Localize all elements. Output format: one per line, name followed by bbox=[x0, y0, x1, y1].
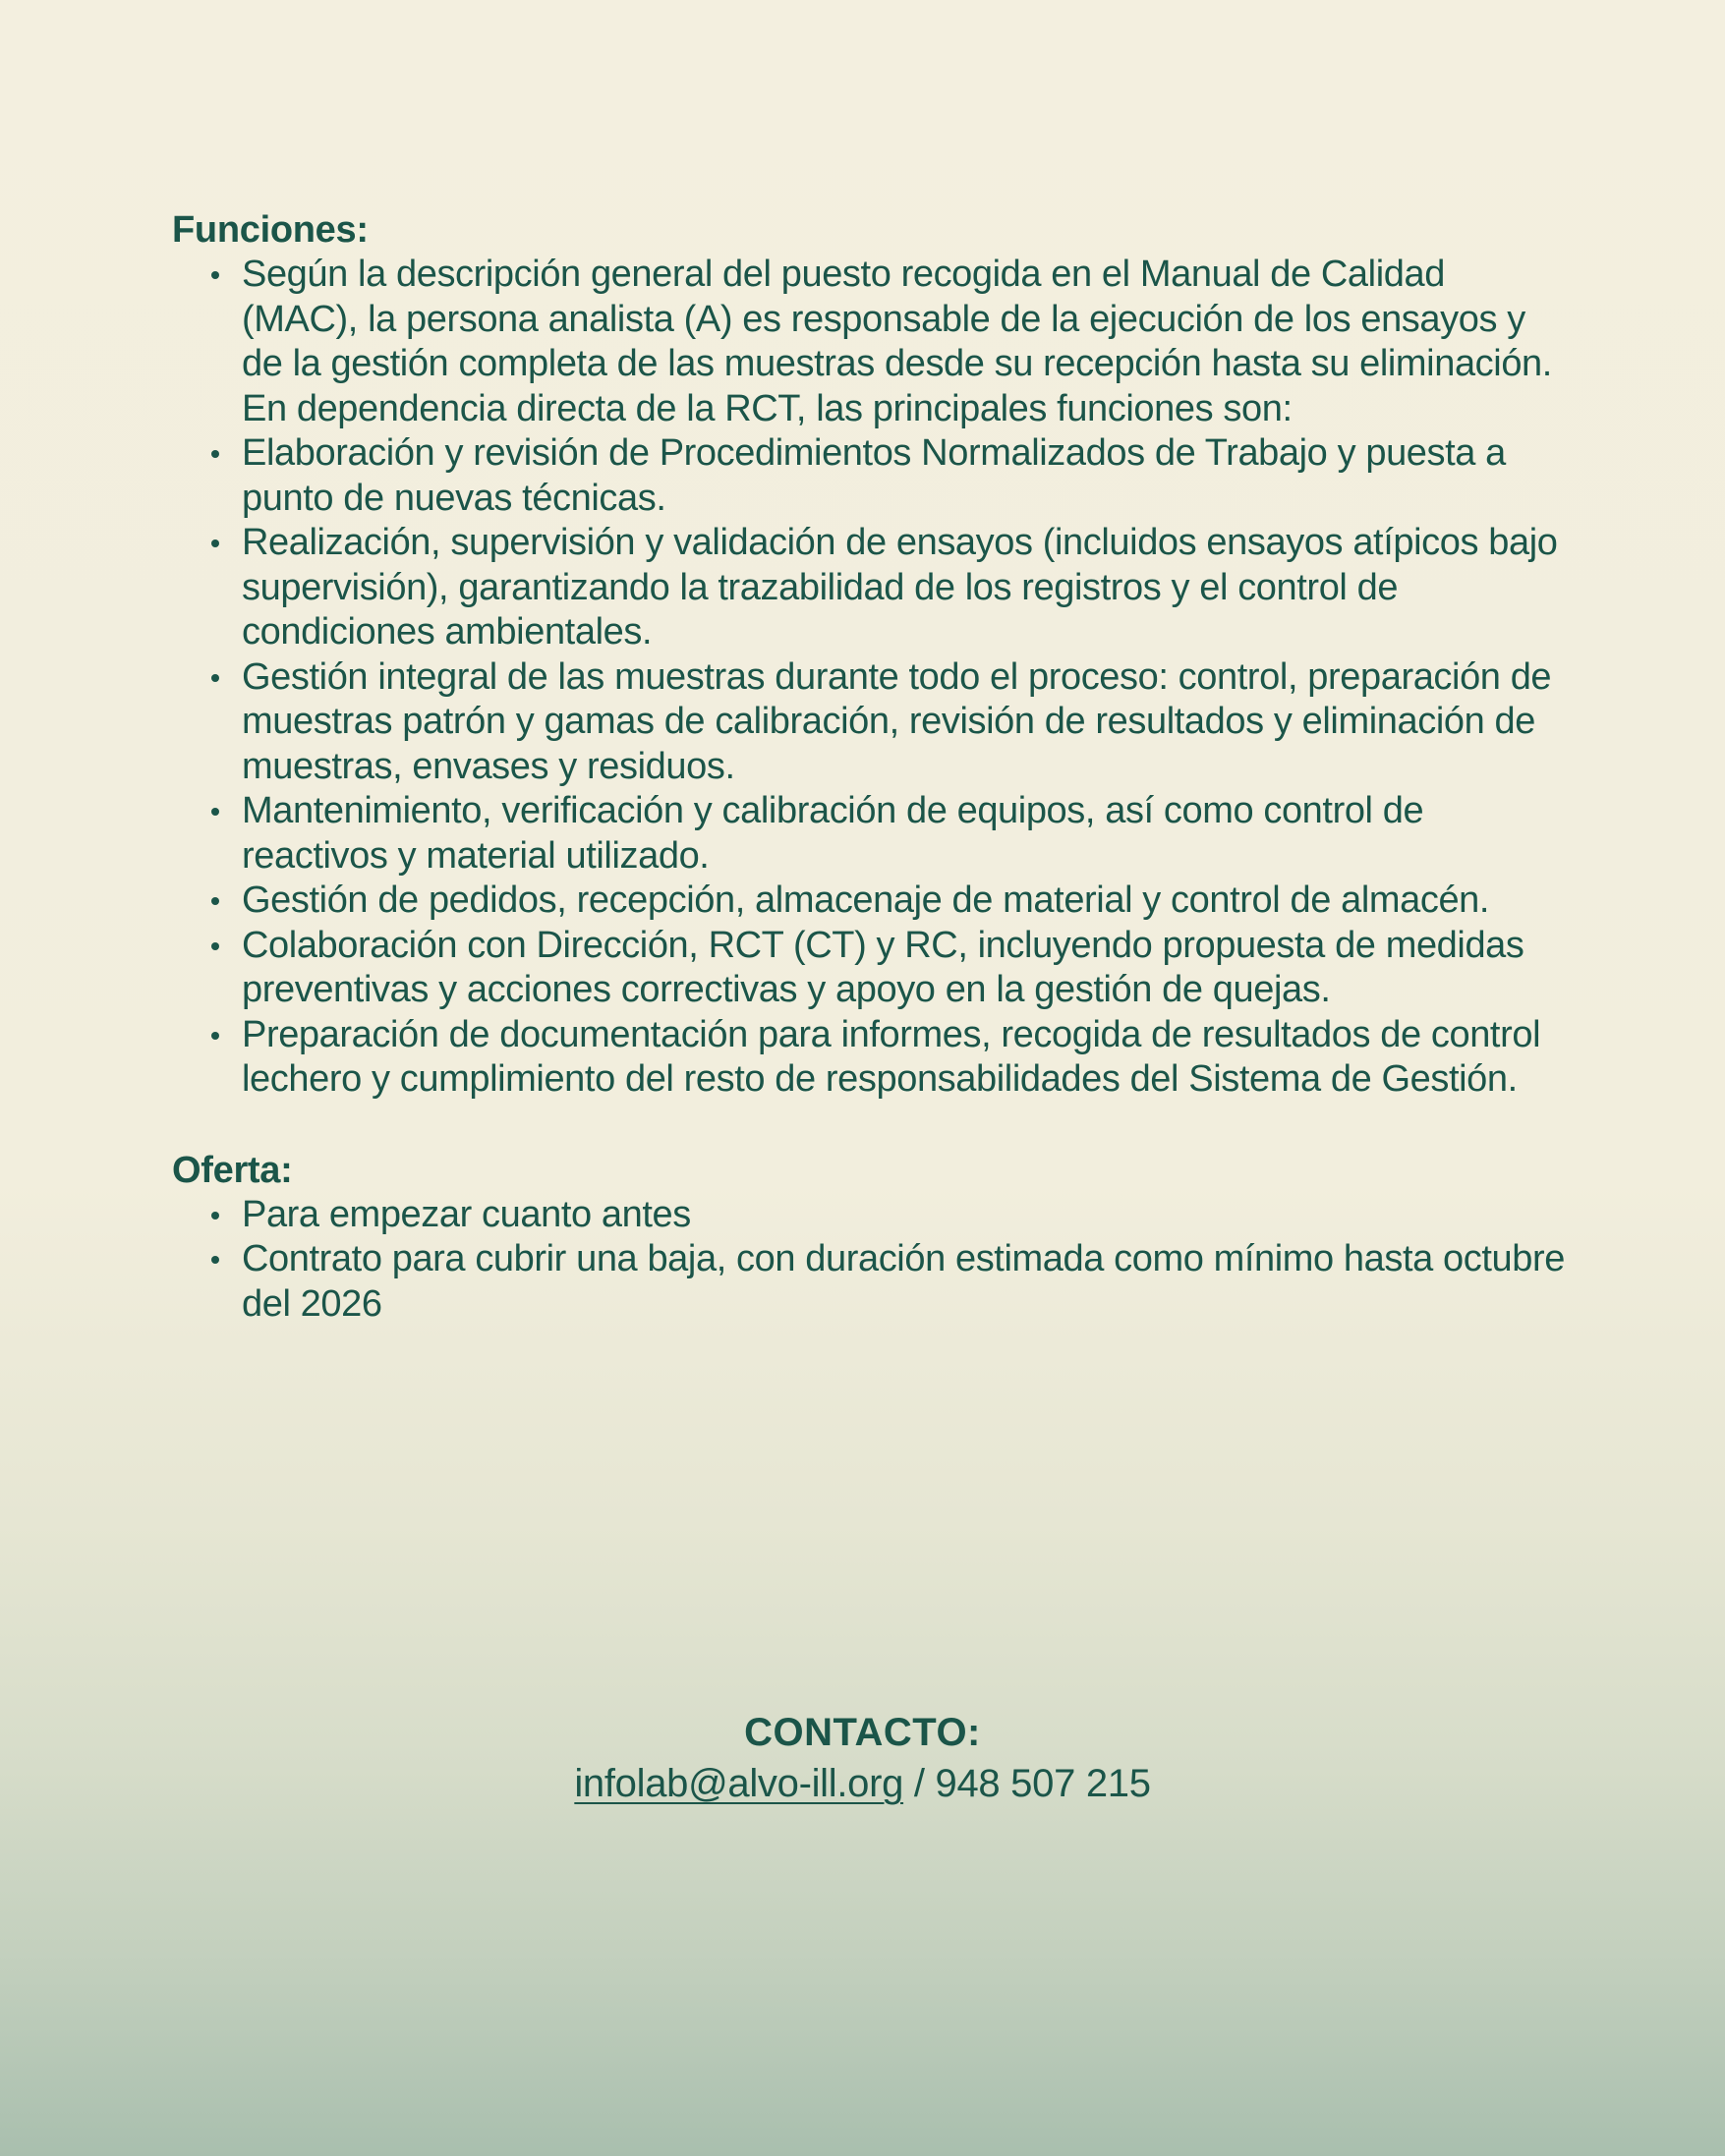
funciones-list bbox=[172, 253, 1568, 1103]
bullet-icon bbox=[211, 450, 219, 458]
contact-separator: / bbox=[903, 1762, 936, 1805]
bullet-icon bbox=[211, 897, 219, 905]
bullet-icon bbox=[211, 271, 219, 279]
list-item-text: Elaboración y revisión de Procedimientos Normalizados de Trabajo y puesta a punto de nuevas técnicas. bbox=[242, 432, 1506, 519]
funciones-section bbox=[172, 208, 1568, 1103]
oferta-list bbox=[172, 1193, 1568, 1328]
email-link[interactable]: infolab@alvo-ill.org bbox=[574, 1762, 904, 1805]
list-item-text: Según la descripción general del puesto recogida en el Manual de Calidad (MAC), la persona analista (A) es responsable de la ejecución de los ensayos y de la gestión completa de las muestras desde su recepción hasta su eliminación. En dependencia directa de la RCT, las principales funciones son: bbox=[242, 254, 1552, 429]
oferta-title: Oferta: bbox=[172, 1149, 293, 1191]
bullet-icon bbox=[211, 1212, 219, 1220]
list-item bbox=[242, 1237, 1568, 1327]
contact-section bbox=[0, 1708, 1725, 1810]
list-item bbox=[242, 521, 1568, 655]
list-item-text: Contrato para cubrir una baja, con duración estimada como mínimo hasta octubre del 2026 bbox=[242, 1238, 1565, 1325]
bullet-icon bbox=[211, 1032, 219, 1040]
list-item-text: Mantenimiento, verificación y calibración de equipos, así como control de reactivos y material utilizado. bbox=[242, 790, 1424, 877]
list-item-text: Realización, supervisión y validación de ensayos (incluidos ensayos atípicos bajo supervisión), garantizando la trazabilidad de los registros y el control de condiciones ambientales. bbox=[242, 522, 1558, 652]
bullet-icon bbox=[211, 942, 219, 950]
list-item bbox=[242, 431, 1568, 521]
bullet-icon bbox=[211, 539, 219, 547]
list-item bbox=[242, 1013, 1568, 1103]
funciones-title: Funciones: bbox=[172, 209, 369, 251]
list-item-text: Colaboración con Dirección, RCT (CT) y RC, incluyendo propuesta de medidas preventivas y acciones correctivas y apoyo en la gestión de quejas. bbox=[242, 924, 1524, 1010]
oferta-section bbox=[172, 1149, 1568, 1328]
list-item-text: Preparación de documentación para informes, recogida de resultados de control lechero y cumplimiento del resto de responsabilidades del Sistema de Gestión. bbox=[242, 1013, 1541, 1100]
list-item bbox=[242, 789, 1568, 879]
list-item bbox=[242, 879, 1568, 924]
phone-number: 948 507 215 bbox=[935, 1762, 1151, 1805]
list-item bbox=[242, 924, 1568, 1013]
list-item-text: Para empezar cuanto antes bbox=[242, 1193, 691, 1235]
contact-line bbox=[0, 1757, 1725, 1810]
bullet-icon bbox=[211, 808, 219, 816]
bullet-icon bbox=[211, 674, 219, 682]
contact-title: CONTACTO: bbox=[744, 1711, 981, 1754]
list-item-text: Gestión integral de las muestras durante todo el proceso: control, preparación de muestras patrón y gamas de calibración, revisión de resultados y eliminación de muestras, envases y residuos. bbox=[242, 655, 1552, 787]
list-item bbox=[242, 655, 1568, 790]
bullet-icon bbox=[211, 1256, 219, 1264]
list-item bbox=[242, 1193, 1568, 1238]
list-item bbox=[242, 253, 1568, 431]
list-item-text: Gestión de pedidos, recepción, almacenaje de material y control de almacén. bbox=[242, 879, 1490, 921]
main-content bbox=[172, 208, 1568, 1327]
section-spacer bbox=[172, 1103, 1568, 1149]
